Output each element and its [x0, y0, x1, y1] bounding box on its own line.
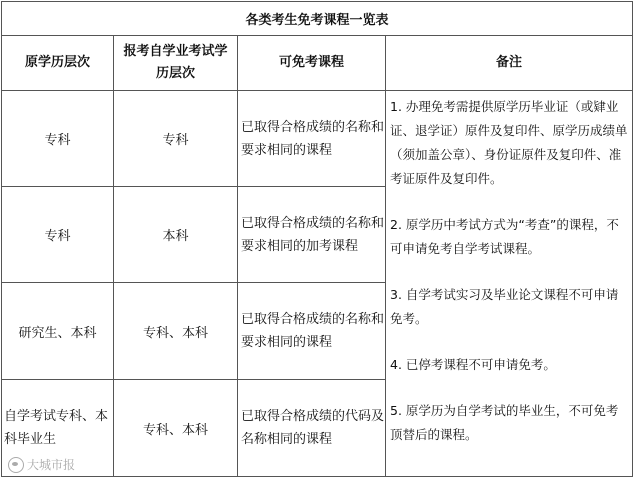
cell-exempt-courses: 已取得合格成绩的名称和要求相同的课程	[238, 283, 386, 380]
title-row	[2, 2, 633, 36]
cell-original-level: 专科	[2, 91, 114, 187]
watermark	[8, 456, 75, 473]
cell-exempt-courses: 已取得合格成绩的代码及名称相同的课程	[238, 380, 386, 477]
cell-original-level: 自学考试专科、本科毕业生	[2, 380, 114, 477]
header-exempt-courses: 可免考课程	[238, 36, 386, 91]
cell-applied-level: 本科	[114, 187, 238, 283]
exempt-courses-table	[1, 1, 633, 477]
remarks-cell	[386, 91, 633, 477]
table-title: 各类考生免考课程一览表	[2, 2, 633, 36]
cell-exempt-courses: 已取得合格成绩的名称和要求相同的加考课程	[238, 187, 386, 283]
header-row	[2, 36, 633, 91]
table-row	[2, 91, 633, 187]
watermark-text: 大城市报	[27, 458, 76, 472]
cell-exempt-courses: 已取得合格成绩的名称和要求相同的课程	[238, 91, 386, 187]
cell-original-level: 研究生、本科	[2, 283, 114, 380]
cell-original-level: 专科	[2, 187, 114, 283]
remark-item: 1. 办理免考需提供原学历毕业证（或肄业证、退学证）原件及复印件、原学历成绩单（须加盖公章）、身份证原件及复印件、准考证原件及复印件。	[390, 99, 628, 186]
remark-item: 2. 原学历中考试方式为“考查”的课程，不可申请免考自学考试课程。	[390, 217, 619, 256]
weibo-icon	[8, 457, 24, 473]
header-applied-level: 报考自学业考试学历层次	[114, 36, 238, 91]
remark-item: 4. 已停考课程不可申请免考。	[390, 357, 556, 372]
header-original-level: 原学历层次	[2, 36, 114, 91]
cell-applied-level: 专科、本科	[114, 283, 238, 380]
remark-item: 5. 原学历为自学考试的毕业生，不可免考顶替后的课程。	[390, 403, 619, 442]
cell-applied-level: 专科	[114, 91, 238, 187]
header-remarks: 备注	[386, 36, 633, 91]
cell-applied-level: 专科、本科	[114, 380, 238, 477]
remark-item: 3. 自学考试实习及毕业论文课程不可申请免考。	[390, 287, 619, 326]
